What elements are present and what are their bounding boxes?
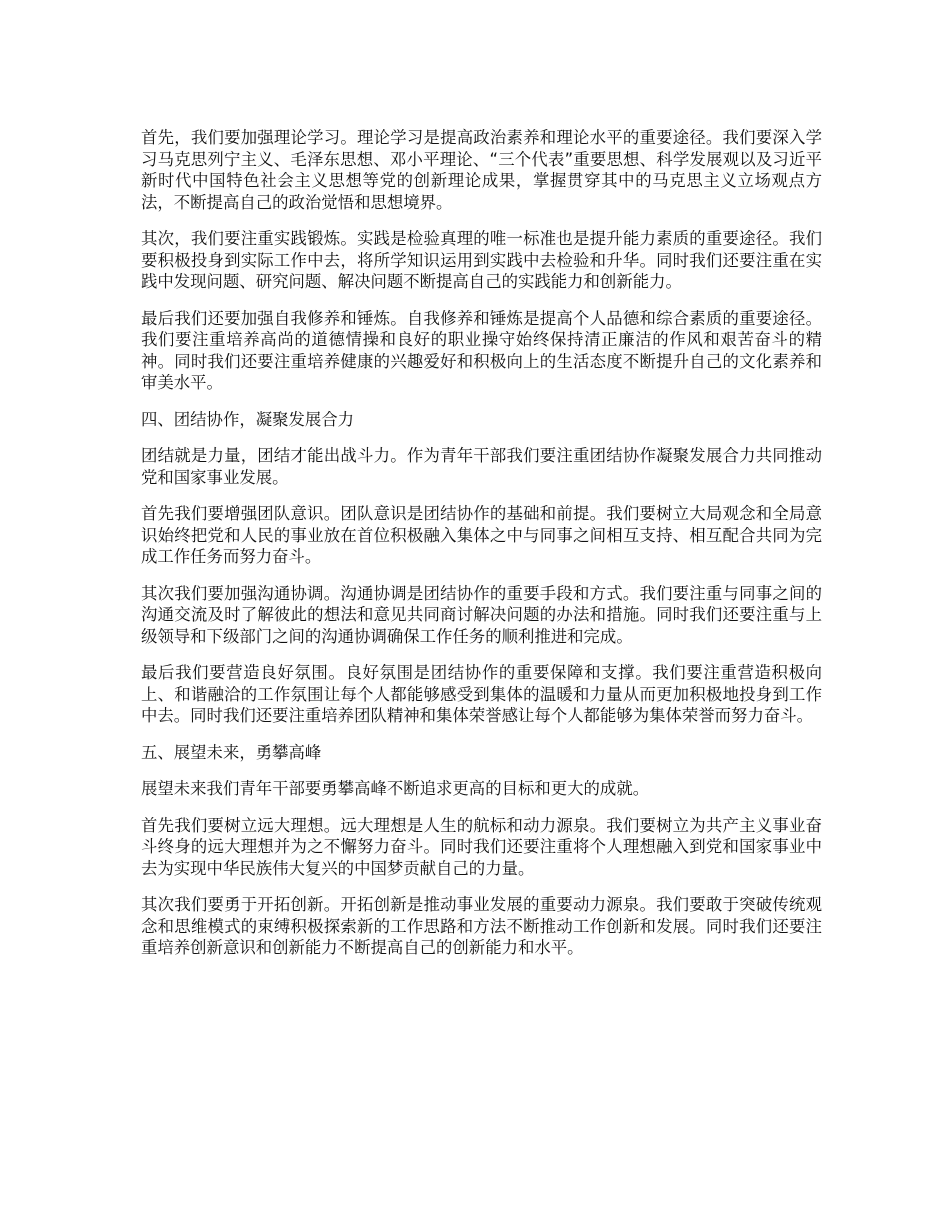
paragraph: 最后我们还要加强自我修养和锤炼。自我修养和锤炼是提高个人品德和综合素质的重要途径。我们要注重培养高尚的道德情操和良好的职业操守始终保持清正廉洁的作风和艰苦奋斗的精神。同时我们还要注重培养健康的兴趣爱好和积极向上的生活态度不断提升自己的文化素养和审美水平。 [141, 308, 822, 392]
paragraph: 首先，我们要加强理论学习。理论学习是提高政治素养和理论水平的重要途径。我们要深入学习马克思列宁主义、毛泽东思想、邓小平理论、“三个代表”重要思想、科学发展观以及习近平新时代中国特色社会主义思想等党的创新理论成果，掌握贯穿其中的马克思主义立场观点方法，不断提高自己的政治觉悟和思想境界。 [141, 128, 822, 212]
paragraph: 首先我们要树立远大理想。远大理想是人生的航标和动力源泉。我们要树立为共产主义事业奋斗终身的远大理想并为之不懈努力奋斗。同时我们还要注重将个人理想融入到党和国家事业中去为实现中华民族伟大复兴的中国梦贡献自己的力量。 [141, 815, 822, 878]
paragraph: 其次我们要勇于开拓创新。开拓创新是推动事业发展的重要动力源泉。我们要敢于突破传统观念和思维模式的束缚积极探索新的工作思路和方法不断推动工作创新和发展。同时我们还要注重培养创新意识和创新能力不断提高自己的创新能力和水平。 [141, 895, 822, 957]
paragraph: 团结就是力量，团结才能出战斗力。作为青年干部我们要注重团结协作凝聚发展合力共同推动党和国家事业发展。 [141, 446, 822, 487]
paragraph: 其次我们要加强沟通协调。沟通协调是团结协作的重要手段和方式。我们要注重与同事之间的沟通交流及时了解彼此的想法和意见共同商讨解决问题的办法和措施。同时我们还要注重与上级领导和下级部门之间的沟通协调确保工作任务的顺利推进和完成。 [141, 583, 822, 646]
document-page [141, 127, 822, 974]
paragraph: 最后我们要营造良好氛围。良好氛围是团结协作的重要保障和支撑。我们要注重营造积极向上、和谐融洽的工作氛围让每个人都能够感受到集体的温暖和力量从而更加积极地投身到工作中去。同时我们还要注重培养团队精神和集体荣誉感让每个人都能够为集体荣誉而努力奋斗。 [141, 663, 822, 725]
section-heading: 四、团结协作，凝聚发展合力 [141, 409, 355, 429]
paragraph: 展望未来我们青年干部要勇攀高峰不断追求更高的目标和更大的成就。 [141, 779, 650, 798]
paragraph: 首先我们要增强团队意识。团队意识是团结协作的基础和前提。我们要树立大局观念和全局意识始终把党和人民的事业放在首位积极融入集体之中与同事之间相互支持、相互配合共同为完成工作任务而努力奋斗。 [141, 504, 822, 566]
paragraph: 其次，我们要注重实践锻炼。实践是检验真理的唯一标准也是提升能力素质的重要途径。我们要积极投身到实际工作中去，将所学知识运用到实践中去检验和升华。同时我们还要注重在实践中发现问题、研究问题、解决问题不断提高自己的实践能力和创新能力。 [141, 229, 822, 291]
section-heading: 五、展望未来，勇攀高峰 [141, 742, 322, 762]
